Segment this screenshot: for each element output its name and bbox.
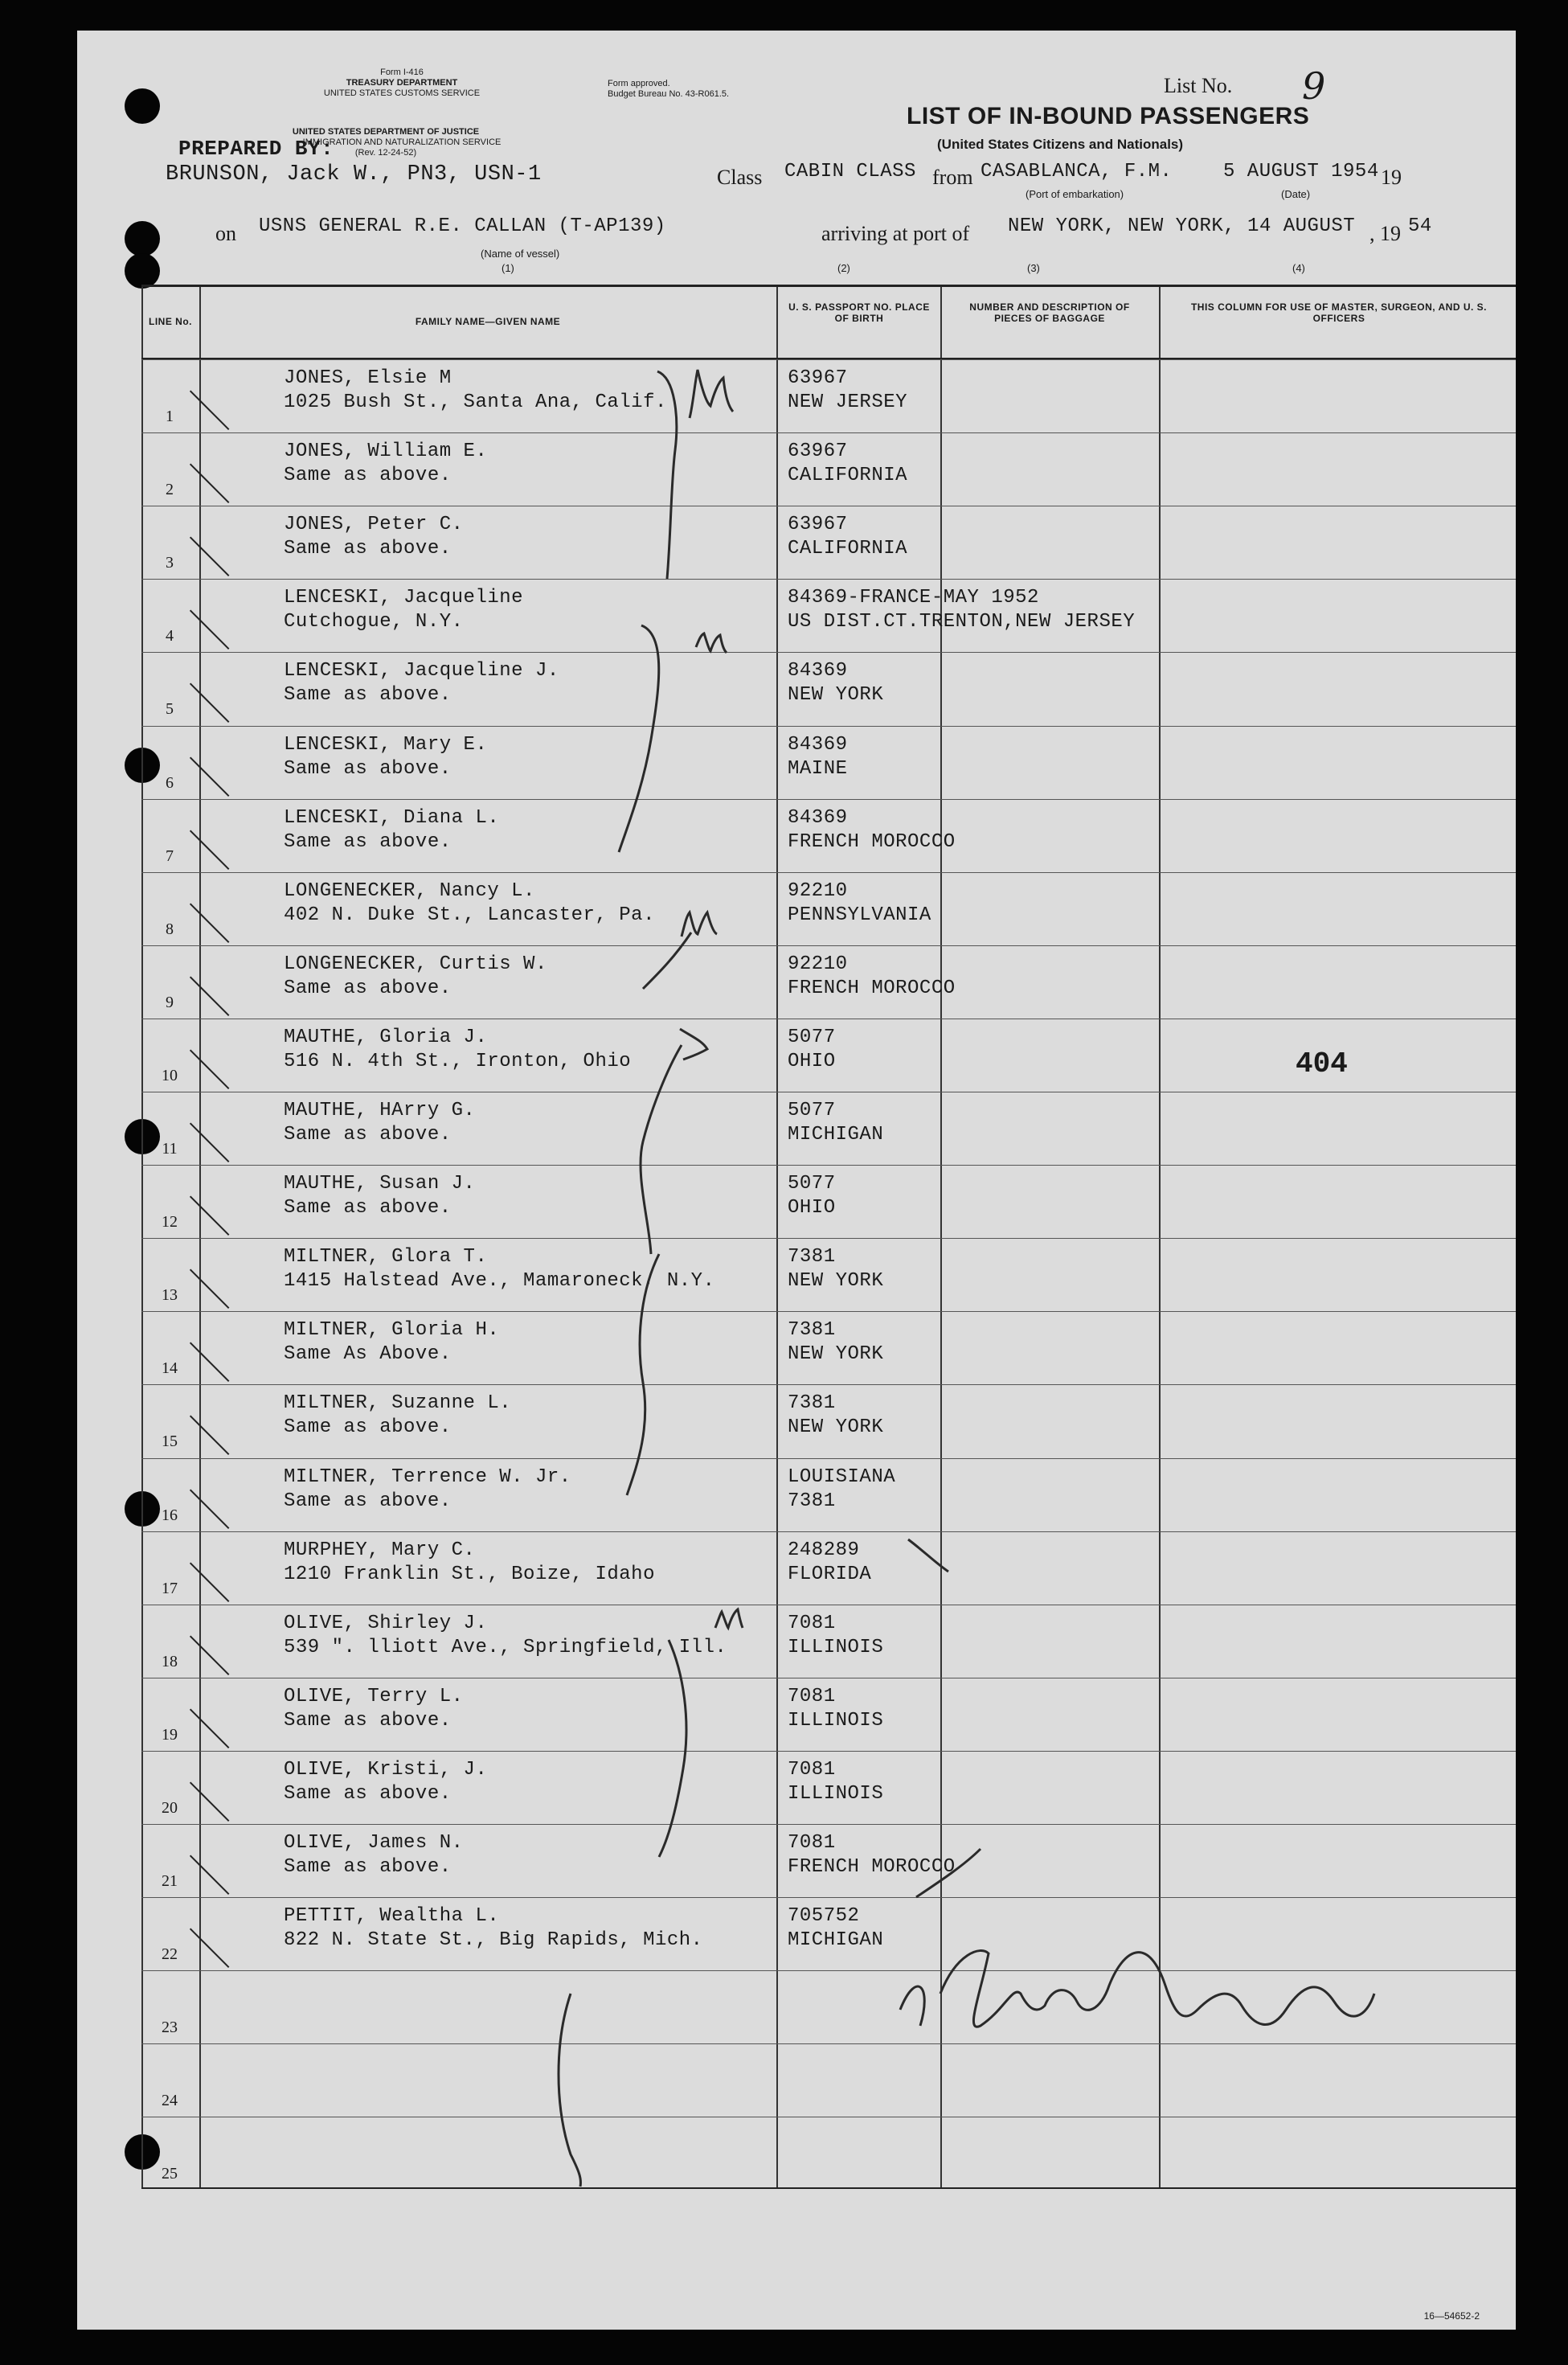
line-number: 11 [162, 1140, 178, 1158]
line-number: 23 [162, 2019, 178, 2037]
table-row [141, 1970, 1516, 2043]
passenger-name: JONES, Peter C. [284, 514, 464, 536]
passenger-name: LENCESKI, Diana L. [284, 806, 500, 829]
table-row [141, 1238, 1516, 1311]
arrival-year: 54 [1408, 215, 1432, 237]
row-divider [141, 1824, 1516, 1825]
table-row [141, 2043, 1516, 2117]
row-divider [141, 2043, 1516, 2044]
place-of-birth: OHIO [788, 1197, 836, 1219]
line-number: 13 [162, 1286, 178, 1305]
row-divider [141, 579, 1516, 580]
passenger-name: OLIVE, Shirley J. [284, 1612, 488, 1634]
rev-date: (Rev. 12-24-52) [354, 148, 417, 158]
row-divider [141, 1238, 1516, 1239]
passenger-address: Same as above. [284, 684, 452, 707]
passenger-name: MILTNER, Terrence W. Jr. [284, 1465, 571, 1488]
form-number: Form I-416 [380, 68, 424, 77]
col-marker-3: (3) [1027, 262, 1040, 274]
col-header-baggage: NUMBER AND DESCRIPTION OF PIECES OF BAGGAGE [969, 301, 1130, 324]
passport-number: LOUISIANA [788, 1465, 896, 1488]
passport-number: 84369 [788, 660, 848, 682]
passport-number: 7081 [788, 1758, 836, 1781]
table-row [141, 1092, 1516, 1165]
passenger-name: LONGENECKER, Curtis W. [284, 953, 547, 975]
passport-number: 705752 [788, 1905, 860, 1928]
passenger-name: MILTNER, Glora T. [284, 1246, 488, 1269]
place-of-birth: US DIST.CT.TRENTON,NEW JERSEY [788, 611, 1136, 633]
punch-hole [125, 88, 160, 124]
date-year-prefix: 19 [1381, 166, 1402, 189]
vessel-name: USNS GENERAL R.E. CALLAN (T-AP139) [259, 215, 666, 237]
place-of-birth: FRENCH MOROCCO [788, 1856, 956, 1878]
line-number: 21 [162, 1872, 178, 1890]
place-of-birth: 7381 [788, 1490, 836, 1512]
row-divider [141, 652, 1516, 653]
form-approved: Form approved. [608, 79, 670, 88]
place-of-birth: NEW YORK [788, 684, 884, 707]
class-label: Class [717, 166, 763, 189]
table-row [141, 1311, 1516, 1384]
list-no-label: List No. [1164, 74, 1233, 97]
row-divider [141, 1311, 1516, 1312]
row-divider [141, 799, 1516, 800]
row-divider [141, 1458, 1516, 1459]
place-of-birth: ILLINOIS [788, 1782, 884, 1805]
line-number: 14 [162, 1359, 178, 1378]
passenger-name: MILTNER, Gloria H. [284, 1319, 500, 1342]
place-of-birth: CALIFORNIA [788, 538, 908, 560]
date-caption: (Date) [1281, 188, 1311, 200]
passport-number: 248289 [788, 1539, 860, 1561]
on-label: on [215, 222, 236, 245]
table-row [141, 432, 1516, 506]
line-number: 16 [162, 1506, 178, 1524]
passenger-address: Same as above. [284, 830, 452, 853]
passport-number: 5077 [788, 1100, 836, 1121]
passenger-name: LONGENECKER, Nancy L. [284, 879, 535, 902]
table-row [141, 2117, 1516, 2190]
arrival-port: NEW YORK, NEW YORK, 14 AUGUST [1008, 215, 1356, 237]
passenger-address: Same as above. [284, 465, 452, 487]
passenger-name: PETTIT, Wealtha L. [284, 1905, 500, 1928]
passport-number: 63967 [788, 441, 848, 463]
col-header-officers: THIS COLUMN FOR USE OF MASTER, SURGEON, AND U. S. OFFICERS [1190, 301, 1488, 324]
place-of-birth: ILLINOIS [788, 1636, 884, 1658]
port-embarkation: CASABLANCA, F.M. [981, 161, 1173, 182]
col-marker-4: (4) [1292, 262, 1305, 274]
line-number: 4 [166, 627, 174, 646]
row-divider [141, 945, 1516, 946]
place-of-birth: FLORIDA [788, 1563, 872, 1585]
line-number: 12 [162, 1213, 178, 1232]
prepared-by-value: BRUNSON, Jack W., PN3, USN-1 [166, 162, 542, 186]
passenger-name: OLIVE, Terry L. [284, 1685, 464, 1707]
table-row [141, 872, 1516, 945]
passport-number: 84369 [788, 806, 848, 829]
passenger-name: MAUTHE, Gloria J. [284, 1026, 488, 1048]
row-divider [141, 1751, 1516, 1752]
passport-number: 63967 [788, 514, 848, 536]
passport-number: 63967 [788, 367, 848, 389]
row-divider [141, 1970, 1516, 1971]
place-of-birth: FRENCH MOROCCO [788, 977, 956, 999]
page-subtitle: (United States Citizens and Nationals) [937, 137, 1184, 152]
passport-number: 7081 [788, 1612, 836, 1634]
line-number: 20 [162, 1798, 178, 1817]
col-marker-2: (2) [837, 262, 850, 274]
passenger-address: Cutchogue, N.Y. [284, 611, 464, 633]
place-of-birth: MAINE [788, 757, 848, 780]
row-divider [141, 872, 1516, 873]
place-of-birth: MICHIGAN [788, 1124, 884, 1146]
justice-dept: UNITED STATES DEPARTMENT OF JUSTICE [292, 127, 480, 137]
table-row [141, 1751, 1516, 1824]
place-of-birth: NEW YORK [788, 1270, 884, 1293]
line-number: 6 [166, 773, 174, 792]
passport-number: 5077 [788, 1173, 836, 1195]
place-of-birth: CALIFORNIA [788, 465, 908, 487]
officer-note: 404 [1296, 1047, 1348, 1080]
line-number: 17 [162, 1579, 178, 1597]
line-number: 25 [162, 2165, 178, 2183]
passenger-name: OLIVE, Kristi, J. [284, 1758, 488, 1781]
arrival-year-prefix: , 19 [1369, 222, 1401, 245]
vessel-caption: (Name of vessel) [481, 248, 560, 260]
row-divider [141, 1897, 1516, 1898]
place-of-birth: OHIO [788, 1050, 836, 1072]
place-of-birth: FRENCH MOROCCO [788, 830, 956, 853]
table-row [141, 1458, 1516, 1531]
table-row [141, 726, 1516, 799]
passport-number: 7081 [788, 1832, 836, 1854]
place-of-birth: NEW YORK [788, 1416, 884, 1439]
passenger-address: 1210 Franklin St., Boize, Idaho [284, 1563, 655, 1585]
passenger-address: Same as above. [284, 1490, 452, 1512]
punch-hole [125, 253, 160, 289]
row-divider [141, 1165, 1516, 1166]
page-title: LIST OF IN-BOUND PASSENGERS [907, 103, 1310, 129]
customs-service: UNITED STATES CUSTOMS SERVICE [323, 88, 481, 98]
line-number: 22 [162, 1945, 178, 1964]
budget-bureau: Budget Bureau No. 43-R061.5. [608, 89, 730, 99]
line-number: 8 [166, 920, 174, 938]
passenger-address: 516 N. 4th St., Ironton, Ohio [284, 1050, 632, 1072]
table-row [141, 1165, 1516, 1238]
line-number: 10 [162, 1066, 178, 1084]
row-divider [141, 1531, 1516, 1532]
col-header-passport: U. S. PASSPORT NO. PLACE OF BIRTH [788, 301, 930, 324]
passenger-address: 822 N. State St., Big Rapids, Mich. [284, 1929, 703, 1952]
passenger-name: LENCESKI, Jacqueline [284, 587, 524, 609]
passenger-address: Same as above. [284, 538, 452, 560]
departure-date: 5 AUGUST 1954 [1223, 161, 1379, 182]
table-row [141, 359, 1516, 432]
passenger-address: Same as above. [284, 1197, 452, 1219]
punch-hole [125, 221, 160, 256]
passenger-address: 539 ". lliott Ave., Springfield, Ill. [284, 1636, 727, 1658]
passenger-address: Same as above. [284, 1416, 452, 1439]
table-row [141, 506, 1516, 579]
passport-number: 7081 [788, 1685, 836, 1707]
place-of-birth: NEW YORK [788, 1343, 884, 1366]
passenger-address: Same as above. [284, 977, 452, 999]
passenger-address: Same As Above. [284, 1343, 452, 1366]
passport-number: 7381 [788, 1246, 836, 1269]
line-number: 5 [166, 700, 174, 719]
passenger-address: Same as above. [284, 1782, 452, 1805]
port-caption: (Port of embarkation) [1026, 188, 1124, 200]
passport-number: 7381 [788, 1319, 836, 1342]
line-number: 1 [166, 408, 174, 425]
immigration-service: IMMIGRATION AND NATURALIZATION SERVICE [302, 137, 502, 147]
passenger-name: MAUTHE, HArry G. [284, 1100, 476, 1121]
line-number: 19 [162, 1725, 178, 1744]
table-row [141, 945, 1516, 1019]
place-of-birth: NEW JERSEY [788, 391, 908, 413]
passport-number: 92210 [788, 953, 848, 975]
treasury-dept: TREASURY DEPARTMENT [346, 78, 458, 88]
passenger-address: Same as above. [284, 1709, 452, 1732]
line-number: 3 [166, 554, 174, 572]
passenger-name: OLIVE, James N. [284, 1832, 464, 1854]
passport-number: 84369 [788, 733, 848, 756]
passport-number: 84369-FRANCE-MAY 1952 [788, 587, 1039, 609]
class-value: CABIN CLASS [784, 161, 916, 182]
row-divider [141, 359, 1516, 360]
table-row [141, 1384, 1516, 1457]
passenger-name: LENCESKI, Mary E. [284, 733, 488, 756]
form-code: 16—54652-2 [1423, 2310, 1480, 2322]
table-row [141, 652, 1516, 725]
col-header-line-no: LINE No. [149, 316, 192, 327]
row-divider [141, 1384, 1516, 1385]
table-row [141, 1678, 1516, 1751]
line-number: 9 [166, 993, 174, 1011]
table-row [141, 1605, 1516, 1678]
passenger-name: LENCESKI, Jacqueline J. [284, 660, 559, 682]
passenger-name: JONES, William E. [284, 441, 488, 463]
prepared-by-label: PREPARED BY: [178, 137, 334, 161]
passenger-name: MILTNER, Suzanne L. [284, 1392, 512, 1415]
passenger-address: 1415 Halstead Ave., Mamaroneck, N.Y. [284, 1270, 715, 1293]
passenger-name: MAUTHE, Susan J. [284, 1173, 476, 1195]
line-number: 24 [162, 2092, 178, 2110]
passport-number: 92210 [788, 879, 848, 902]
passport-number: 7381 [788, 1392, 836, 1415]
line-number: 15 [162, 1433, 178, 1451]
passenger-address: Same as above. [284, 1124, 452, 1146]
line-number: 2 [166, 481, 174, 499]
arriving-label: arriving at port of [821, 222, 970, 245]
table-row [141, 1824, 1516, 1897]
col-marker-1: (1) [502, 262, 514, 274]
passenger-address: 402 N. Duke St., Lancaster, Pa. [284, 904, 655, 926]
passenger-name: JONES, Elsie M [284, 367, 452, 389]
row-divider [141, 432, 1516, 433]
passenger-address: Same as above. [284, 757, 452, 780]
row-divider [141, 726, 1516, 727]
place-of-birth: PENNSYLVANIA [788, 904, 931, 926]
table-row [141, 579, 1516, 652]
table-row [141, 1531, 1516, 1605]
passenger-address: 1025 Bush St., Santa Ana, Calif. [284, 391, 667, 413]
place-of-birth: ILLINOIS [788, 1709, 884, 1732]
from-label: from [932, 166, 973, 189]
table-row [141, 799, 1516, 872]
line-number: 7 [166, 846, 174, 865]
passport-number: 5077 [788, 1026, 836, 1048]
list-no-value: 9 [1302, 64, 1326, 108]
line-number: 18 [162, 1652, 178, 1670]
passenger-table [141, 285, 1516, 2189]
passenger-name: MURPHEY, Mary C. [284, 1539, 476, 1561]
place-of-birth: MICHIGAN [788, 1929, 884, 1952]
col-header-family-name: FAMILY NAME—GIVEN NAME [415, 316, 561, 327]
passenger-address: Same as above. [284, 1856, 452, 1878]
table-row [141, 1897, 1516, 1970]
